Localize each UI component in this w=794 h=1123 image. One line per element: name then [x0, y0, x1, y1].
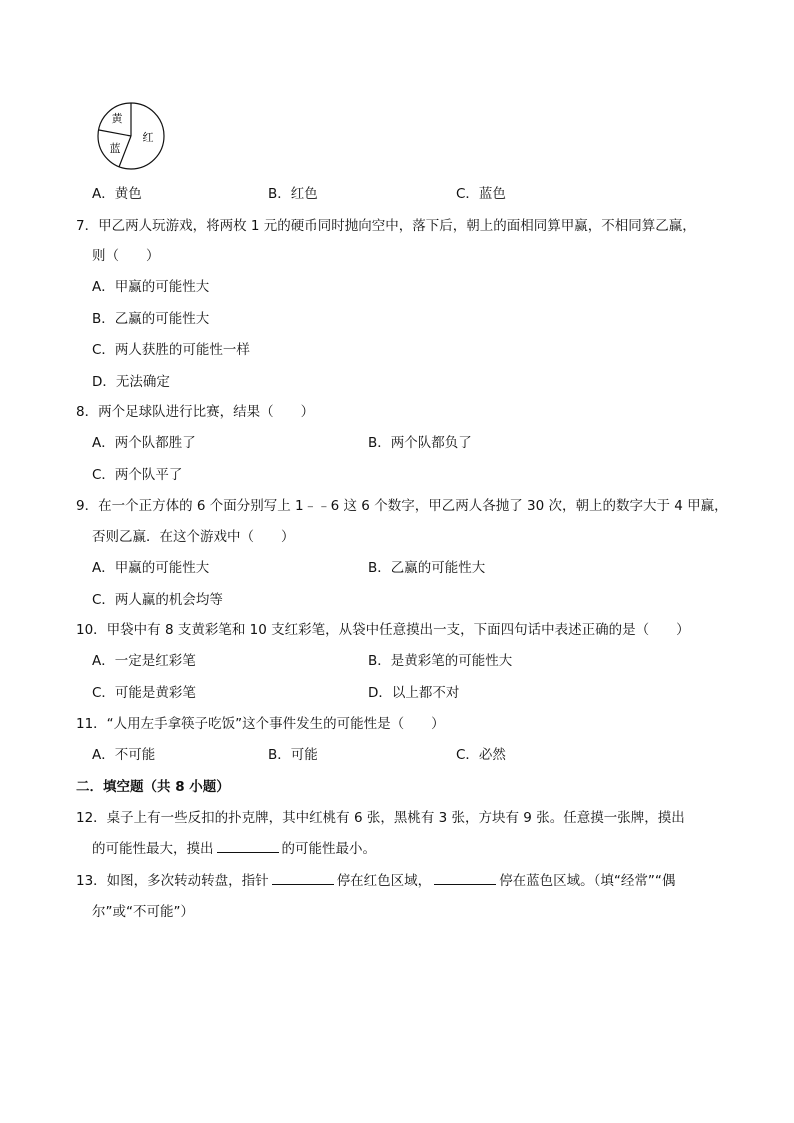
q12-text-line2-b: 的可能性最小。	[281, 841, 376, 857]
q13-text-line2: 尔”或“不可能”）	[92, 904, 194, 920]
q10-option-d: D．以上都不对	[368, 685, 460, 701]
q7-text-line2: 则（ ）	[92, 248, 160, 264]
q6-option-c: C．蓝色	[456, 186, 506, 202]
q8-option-b: B．两个队都负了	[368, 435, 472, 451]
q7-option-a: A．甲赢的可能性大	[92, 279, 210, 295]
q11-option-b: B．可能	[268, 747, 318, 763]
q7-option-c: C．两人获胜的可能性一样	[92, 342, 250, 358]
q9-option-a: A．甲赢的可能性大	[92, 560, 210, 576]
spinner-label-yellow: 黄	[111, 112, 123, 125]
q12-text-line2	[92, 840, 376, 858]
q12-text-line2-a: 的可能性最大，摸出	[92, 841, 214, 857]
q13-text-a: 13．如图，多次转动转盘，指针	[76, 873, 269, 889]
q11-option-a: A．不可能	[92, 747, 156, 763]
q7-text-line1: 7．甲乙两人玩游戏，将两枚 1 元的硬币同时抛向空中，落下后，朝上的面相同算甲赢，不相同算乙赢，	[76, 218, 696, 234]
q11-option-c: C．必然	[456, 747, 506, 763]
q10-option-a: A．一定是红彩笔	[92, 653, 196, 669]
q9-option-b: B．乙赢的可能性大	[368, 560, 486, 576]
section2-title: 二．填空题（共 8 小题）	[76, 779, 230, 795]
spinner-figure	[95, 100, 167, 172]
q7-option-b: B．乙赢的可能性大	[92, 311, 210, 327]
q10-text: 10．甲袋中有 8 支黄彩笔和 10 支红彩笔，从袋中任意摸出一支，下面四句话中表述正确的是（ ）	[76, 622, 690, 638]
q6-option-a: A．黄色	[92, 186, 142, 202]
q13-blank-2[interactable]	[434, 872, 496, 885]
q9-text-line1: 9．在一个正方体的 6 个面分别写上 1﹣﹣6 这 6 个数字，甲乙两人各抛了 30 次，朝上的数字大于 4 甲赢，	[76, 498, 728, 514]
q10-option-c: C．可能是黄彩笔	[92, 685, 196, 701]
q9-option-c: C．两人赢的机会均等	[92, 592, 223, 608]
q13-text-b: 停在红色区域，	[336, 873, 432, 889]
q12-blank[interactable]	[217, 840, 279, 853]
q12-text-line1: 12．桌子上有一些反扣的扑克牌，其中红桃有 6 张，黑桃有 3 张，方块有 9 张。任意摸一张牌，摸出	[76, 810, 685, 826]
q7-option-d: D．无法确定	[92, 374, 170, 390]
q9-text-line2: 否则乙赢．在这个游戏中（ ）	[92, 529, 295, 545]
q13-blank-1[interactable]	[272, 872, 334, 885]
q6-option-b: B．红色	[268, 186, 318, 202]
q13-text-line1	[76, 872, 675, 890]
q13-text-c: 停在蓝色区域。（填“经常”“偶	[499, 873, 676, 889]
q10-option-b: B．是黄彩笔的可能性大	[368, 653, 513, 669]
q11-text: 11．“人用左手拿筷子吃饭”这个事件发生的可能性是（ ）	[76, 716, 445, 732]
q8-text: 8．两个足球队进行比赛，结果（ ）	[76, 404, 315, 420]
spinner-label-red: 红	[142, 131, 154, 144]
q8-option-a: A．两个队都胜了	[92, 435, 196, 451]
spinner-label-blue: 蓝	[109, 142, 121, 155]
q8-option-c: C．两个队平了	[92, 467, 183, 483]
